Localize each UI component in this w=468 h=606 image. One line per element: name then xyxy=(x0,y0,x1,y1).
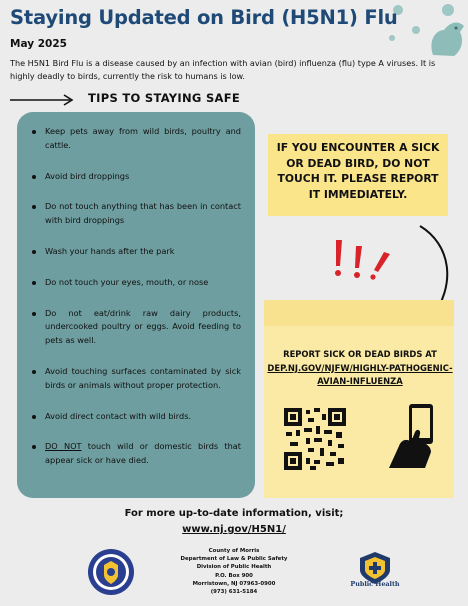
tip-item: Do not eat/drink raw dairy products, undercooked poultry or eggs. Avoid feeding to pets as well. xyxy=(31,307,241,348)
footer-cta: For more up-to-date information, visit; xyxy=(124,508,344,519)
tip-item: Avoid direct contact with wild birds. xyxy=(31,410,241,424)
tip-item: Avoid bird droppings xyxy=(31,170,241,184)
tip-item: Keep pets away from wild birds, poultry and cattle. xyxy=(31,125,241,153)
tape-strip xyxy=(264,300,454,326)
address-line: Division of Public Health xyxy=(196,564,272,571)
arrow-right-icon xyxy=(10,94,76,106)
footer-link[interactable]: www.nj.gov/H5N1/ xyxy=(182,524,286,535)
tip-item: Avoid touching surfaces contaminated by sick birds or animals without proper protection. xyxy=(31,365,241,393)
tips-list xyxy=(17,112,255,468)
warning-text: IF YOU ENCOUNTER A SICK OR DEAD BIRD, DO NOT TOUCH IT. PLEASE REPORT IT IMMEDIATELY. xyxy=(276,141,440,201)
tip-item: Do not touch your eyes, mouth, or nose xyxy=(31,276,241,290)
report-text xyxy=(266,348,454,389)
qr-code-icon[interactable] xyxy=(284,408,346,470)
address-line: Morristown, NJ 07963-0900 xyxy=(192,580,276,587)
report-link[interactable]: DEP.NJ.GOV/NJFW/HIGHLY-PATHOGENIC-AVIAN-INFLUENZA xyxy=(267,362,453,386)
exclamation-marks-icon xyxy=(318,238,396,280)
intro-paragraph: The H5N1 Bird Flu is a disease caused by an infection with avian (bird) influenza (flu) type A viruses. It is highly deadly to birds, currently the risk to humans is low. xyxy=(10,58,436,81)
hand-phone-icon xyxy=(385,402,445,474)
tip-last-text: touch wild or domestic birds that appear sick or have died. xyxy=(45,441,241,466)
tip-item: Wash your hands after the park xyxy=(31,245,241,259)
address-line: P.O. Box 900 xyxy=(215,572,253,579)
report-lead: REPORT SICK OR DEAD BIRDS AT xyxy=(283,349,437,359)
tips-heading: TIPS TO STAYING SAFE xyxy=(88,91,241,105)
public-health-logo-text: Public Health xyxy=(350,580,400,588)
county-address xyxy=(150,547,318,596)
address-line: (973) 631-5184 xyxy=(210,589,258,596)
publication-date: May 2025 xyxy=(10,38,67,50)
address-line: Department of Law & Public Safety xyxy=(180,556,288,563)
tip-item: Do not touch anything that has been in contact with bird droppings xyxy=(31,200,241,228)
public-health-logo-icon xyxy=(348,548,402,600)
tip-item-last xyxy=(31,440,241,468)
page-title: Staying Updated on Bird (H5N1) Flu xyxy=(10,6,398,29)
county-seal-icon xyxy=(87,548,135,596)
tips-panel xyxy=(17,112,255,498)
tip-emphasis: DO NOT xyxy=(45,441,82,452)
address-line: County of Morris xyxy=(208,548,260,554)
